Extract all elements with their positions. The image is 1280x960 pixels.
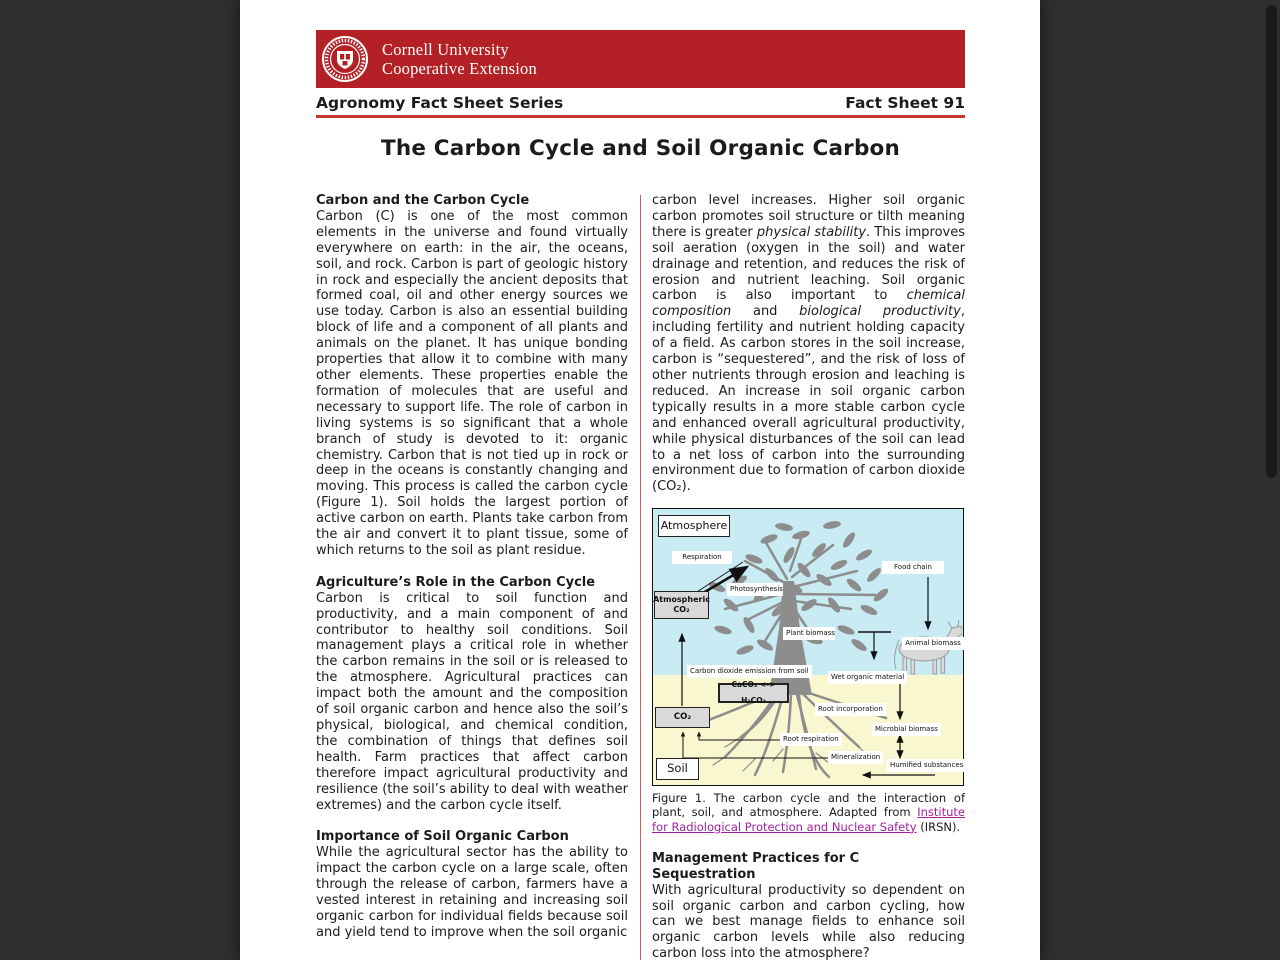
section-heading-agriculture-role: Agriculture’s Role in the Carbon Cycle bbox=[316, 574, 596, 590]
left-column bbox=[316, 193, 628, 957]
section-heading-carbon-cycle: Carbon and the Carbon Cycle bbox=[316, 193, 530, 208]
label-atmospheric-co2: Atmospheric CO₂ bbox=[654, 591, 709, 619]
label-respiration: Respiration bbox=[672, 551, 732, 563]
wordmark-line1: Cornell University bbox=[382, 39, 509, 59]
section-heading-management: Management Practices for C Sequestration bbox=[652, 850, 860, 882]
label-wet-organic-material: Wet organic material bbox=[828, 671, 907, 683]
caption-source-link[interactable]: Institute for Radiological Protection and Nuclear Safety bbox=[652, 805, 965, 834]
label-atmosphere: Atmosphere bbox=[658, 515, 730, 537]
scrollbar-thumb[interactable] bbox=[1266, 5, 1277, 478]
document-page bbox=[240, 0, 1040, 960]
label-mineralization: Mineralization bbox=[828, 751, 883, 763]
column-divider bbox=[640, 195, 641, 960]
section-heading-importance-soc: Importance of Soil Organic Carbon bbox=[316, 829, 569, 845]
paragraph-agriculture-role: Carbon is critical to soil function and productivity, and a main component of and contributor to healthy soil conditions. Soil management plays a critical role in whether the carbon remains in the soil or is released to the atmosphere. Agricultural practices can impact both the amount and the composition of soil organic carbon and hence also the soil’s physical, biological, and chemical condition, the combination of things that defines soil health. Farm practices that affect carbon therefore impact agricultural productivity and resilience (the soil’s ability to deal with weather extremes) and the carbon cycle itself. bbox=[316, 590, 628, 813]
label-microbial-biomass: Microbial biomass bbox=[872, 723, 941, 735]
cornell-seal-icon bbox=[321, 35, 369, 83]
label-co2: CO₂ bbox=[655, 707, 710, 728]
label-humified-substances: Humified substances bbox=[887, 759, 966, 771]
figure-1-caption: Figure 1. The carbon cycle and the interaction of plant, soil, and atmosphere. Adapted from Institute for Radiological Protection and Nuclear Safety (IRSN). bbox=[652, 791, 965, 834]
figure-1-carbon-cycle-diagram bbox=[652, 508, 964, 786]
label-soil: Soil bbox=[656, 758, 699, 780]
cornell-wordmark bbox=[382, 40, 537, 79]
paragraph-importance-soc: While the agricultural sector has the ability to impact the carbon cycle on a large scale, often through the release of carbon, farmers have a vested interest in retaining and increasing soil organic carbon for individual fields because soil and yield tend to improve when the soil organic bbox=[316, 845, 628, 940]
label-root-incorporation: Root incorporation bbox=[815, 703, 886, 715]
label-root-respiration: Root respiration bbox=[780, 733, 842, 745]
label-food-chain: Food chain bbox=[882, 561, 944, 573]
series-title: Agronomy Fact Sheet Series bbox=[316, 94, 564, 112]
page-title: The Carbon Cycle and Soil Organic Carbon bbox=[380, 136, 901, 161]
paragraph-management: With agricultural productivity so dependent on soil organic carbon and carbon cycling, how can we best manage fields to enhance soil organic carbon levels while also reducing carbon loss into the atmosphere? bbox=[652, 882, 965, 960]
label-co2-emission: Carbon dioxide emission from soil bbox=[687, 665, 812, 677]
wordmark-line2: Cooperative Extension bbox=[382, 59, 537, 78]
label-caco3-h2co3: CaCO₃ <-> H₂CO₃ bbox=[718, 683, 789, 703]
cornell-banner bbox=[316, 30, 965, 88]
fact-sheet-number: Fact Sheet 91 bbox=[845, 94, 965, 112]
paragraph-soc-benefits: carbon level increases. Higher soil organic carbon promotes soil structure or tilth meaning there is greater physical stability. This improves soil aeration (oxygen in the soil) and water drainage and retention, and reduces the risk of erosion and nutrient leaching. Soil organic carbon is also important to chemical composition and biological productivity, including fertility and nutrient holding capacity of a field. As carbon stores in the soil increase, carbon is “sequestered”, and the risk of loss of other nutrients through erosion and leaching is reduced. An increase in soil organic carbon typically results in a more stable carbon cycle and enhanced overall agricultural productivity, while physical disturbances of the soil can lead to a net loss of carbon into the surrounding environment due to formation of carbon dioxide (CO₂). bbox=[652, 193, 966, 495]
label-animal-biomass: Animal biomass bbox=[902, 637, 964, 649]
paragraph-carbon-cycle: Carbon (C) is one of the most common elements in the universe and found virtually everywhere on earth: in the air, the oceans, soil, and rock. Carbon is part of geologic history in rock and especially the ancient deposits that formed coal, oil and other energy sources we use today. Carbon is also an essential building block of life and a component of all plants and animals on the planet. It has unique bonding properties that allow it to combine with many other elements. These properties enable the formation of molecules that are useful and necessary to support life. The role of carbon in living systems is so significant that a whole branch of study is devoted to it: organic chemistry. Carbon that is not tied up in rock or deep in the oceans is constantly changing and moving. This process is called the carbon cycle (Figure 1). Soil holds the largest portion of active carbon on earth. Plants take carbon from the air and convert it to plant tissue, some of which returns to the soil as plant residue. bbox=[316, 208, 628, 558]
header-rule bbox=[316, 115, 965, 118]
right-column bbox=[652, 193, 965, 960]
label-plant-biomass: Plant biomass bbox=[783, 627, 835, 639]
label-photosynthesis: Photosynthesis bbox=[727, 583, 783, 595]
fact-sheet-header bbox=[316, 94, 965, 112]
